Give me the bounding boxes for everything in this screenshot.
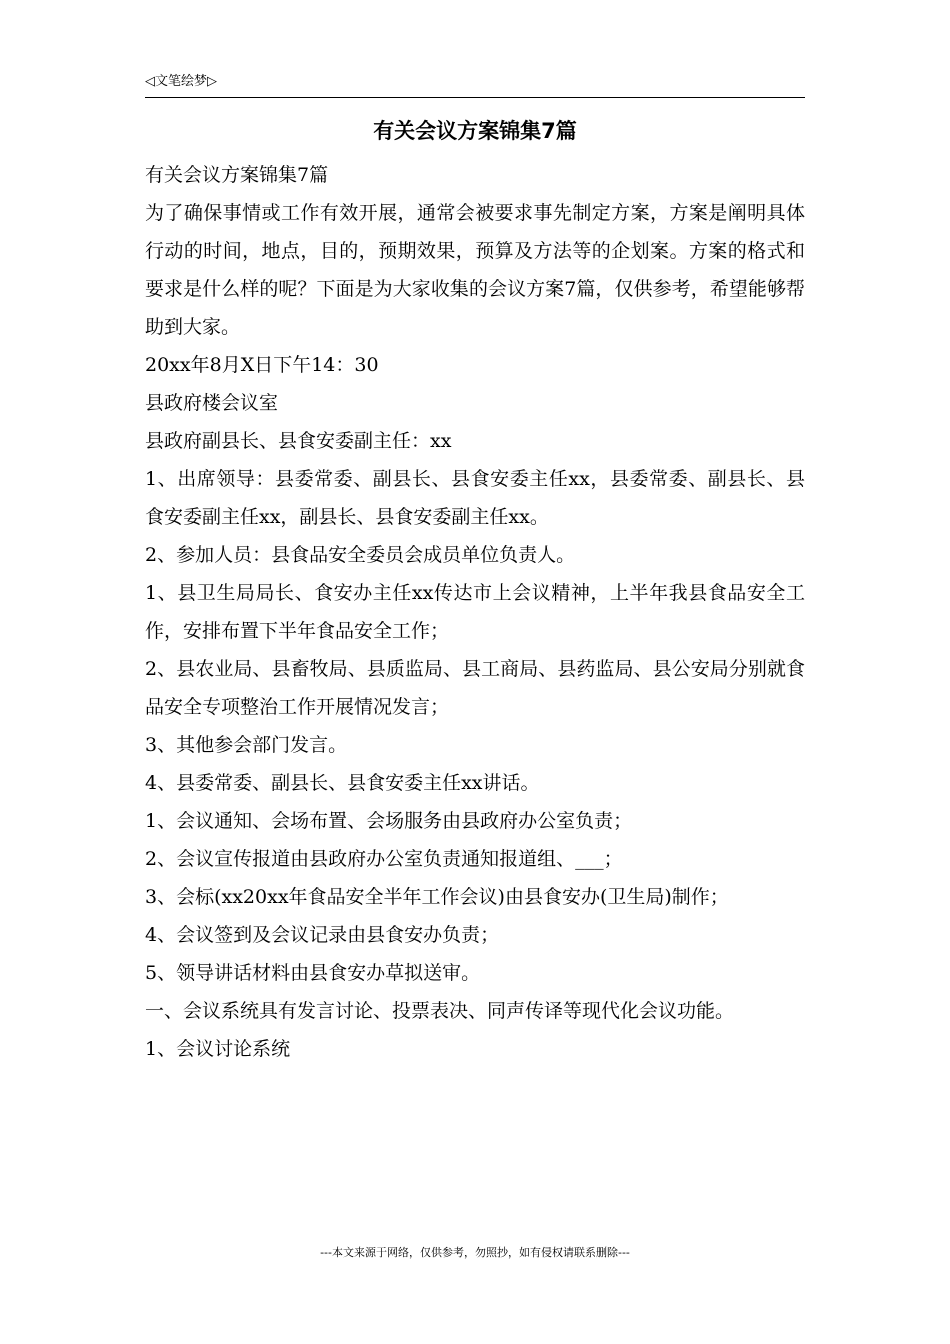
paragraph: 县政府楼会议室: [145, 392, 279, 414]
paragraph: 1、县卫生局局长、食安办主任xx传达市上会议精神，上半年我县食品安全工作，安排布置下半年食品安全工作；: [145, 582, 805, 642]
document-body: [145, 156, 805, 1068]
paragraph: 2、参加人员：县食品安全委员会成员单位负责人。: [145, 544, 576, 566]
paragraph: 一、会议系统具有发言讨论、投票表决、同声传译等现代化会议功能。: [145, 1000, 735, 1022]
paragraph: 20xx年8月X日下午14：30: [145, 354, 379, 376]
paragraph: 3、会标(xx20xx年食品安全半年工作会议)由县食安办(卫生局)制作；: [145, 886, 729, 908]
page-footer: ---本文来源于网络，仅供参考，勿照抄，如有侵权请联系删除---: [320, 1246, 630, 1259]
page-header: ◁文笔绘梦▷: [145, 74, 217, 89]
paragraph: 4、会议签到及会议记录由县食安办负责；: [145, 924, 500, 946]
paragraph: 1、出席领导：县委常委、副县长、县食安委主任xx，县委常委、副县长、县食安委副主任xx，副县长、县食安委副主任xx。: [145, 468, 805, 528]
paragraph: 2、会议宣传报道由县政府办公室负责通知报道组、___；: [145, 848, 623, 870]
paragraph: 县政府副县长、县食安委副主任：xx: [145, 430, 452, 452]
paragraph: 5、领导讲话材料由县食安办草拟送审。: [145, 962, 481, 984]
paragraph: 有关会议方案锦集7篇: [145, 164, 329, 186]
document-title: 有关会议方案锦集7篇: [373, 119, 577, 143]
header-divider: [145, 97, 805, 98]
paragraph: 3、其他参会部门发言。: [145, 734, 348, 756]
paragraph: 2、县农业局、县畜牧局、县质监局、县工商局、县药监局、县公安局分别就食品安全专项整治工作开展情况发言；: [145, 658, 805, 718]
paragraph: 1、会议讨论系统: [145, 1038, 291, 1060]
paragraph: 4、县委常委、副县长、县食安委主任xx讲话。: [145, 772, 540, 794]
paragraph: 为了确保事情或工作有效开展，通常会被要求事先制定方案，方案是阐明具体行动的时间，地点，目的，预期效果，预算及方法等的企划案。方案的格式和要求是什么样的呢？下面是为大家收集的会议方案7篇，仅供参考，希望能够帮助到大家。: [145, 202, 805, 338]
paragraph: 1、会议通知、会场布置、会场服务由县政府办公室负责；: [145, 810, 633, 832]
